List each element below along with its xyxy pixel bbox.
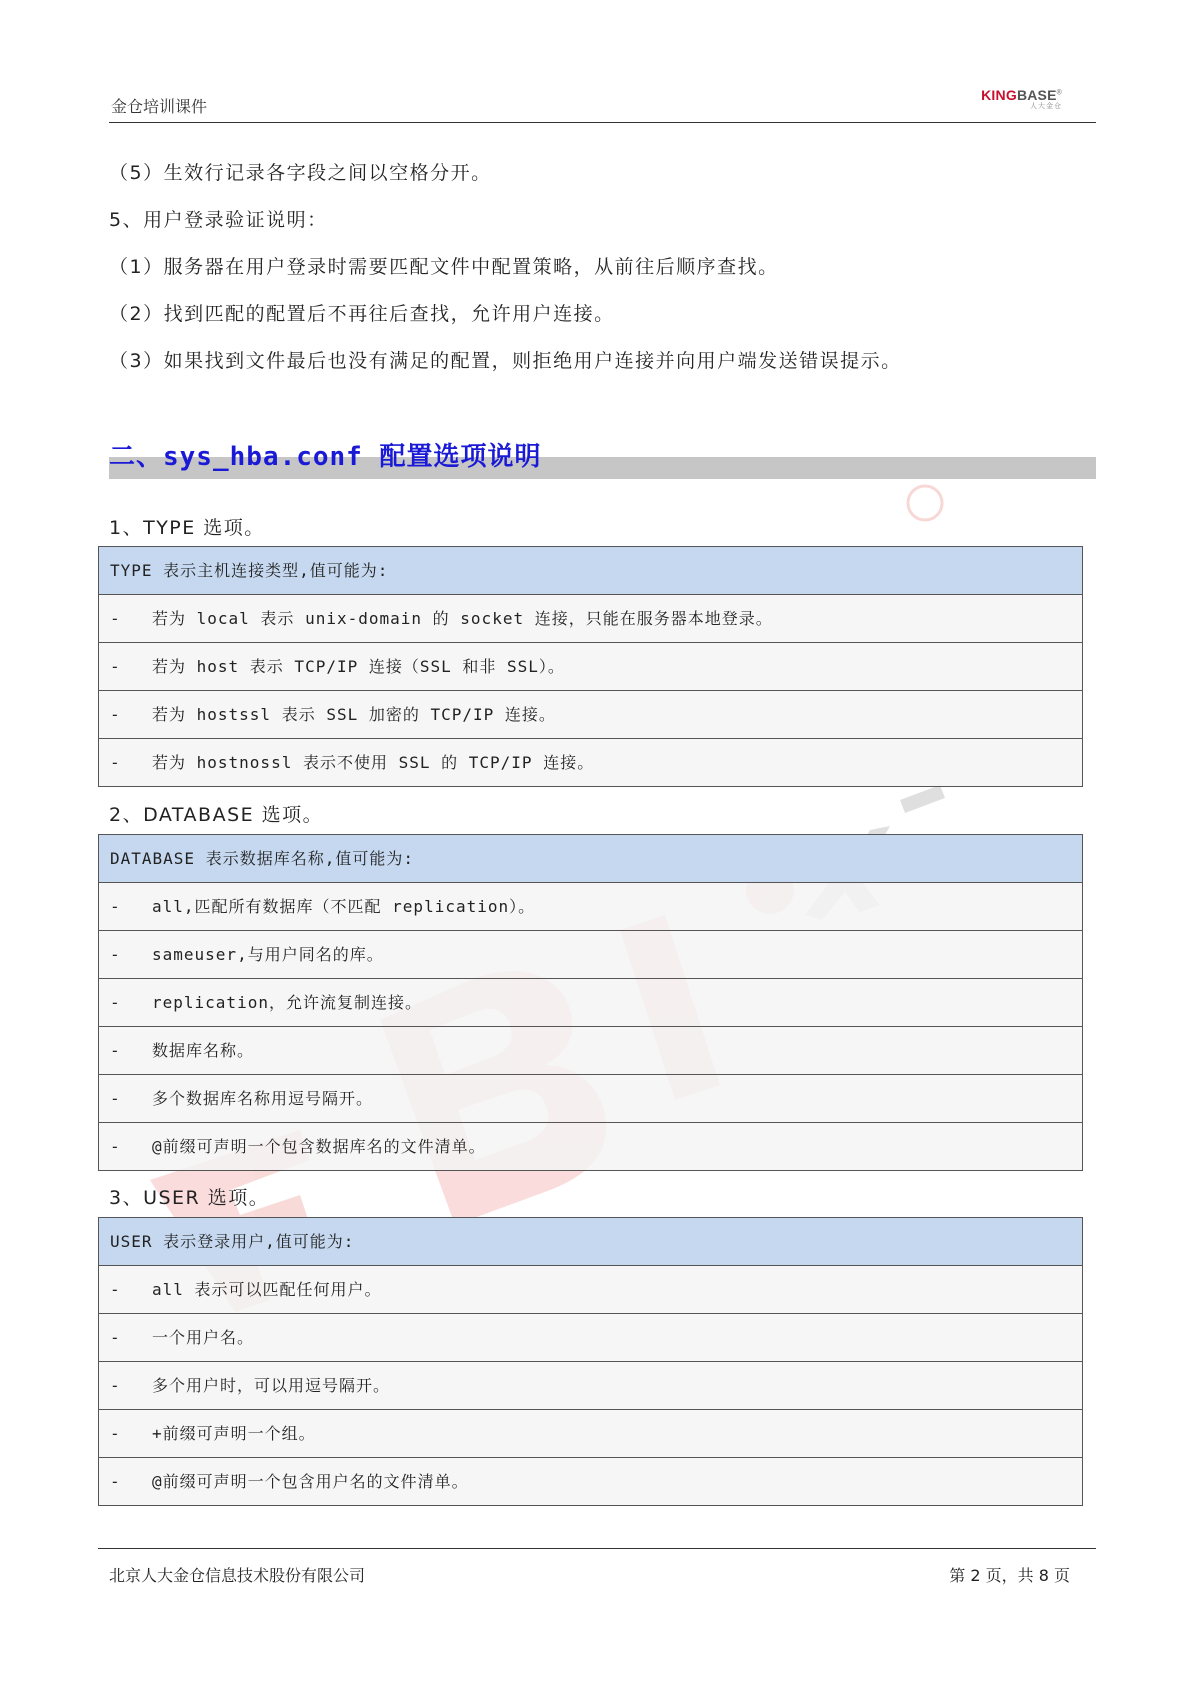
- row-marker: -: [110, 945, 121, 964]
- table-row: [99, 643, 1082, 691]
- row-marker: -: [110, 897, 121, 916]
- row-marker: -: [110, 1376, 121, 1395]
- row-text: +前缀可声明一个组。: [152, 1424, 316, 1443]
- row-text: all,匹配所有数据库（不匹配 replication）。: [152, 897, 536, 916]
- table-row: [99, 1027, 1082, 1075]
- row-marker: -: [110, 1137, 121, 1156]
- row-text: 若为 hostnossl 表示不使用 SSL 的 TCP/IP 连接。: [152, 753, 595, 772]
- table-row: [99, 595, 1082, 643]
- row-marker: -: [110, 1328, 121, 1347]
- table-row: [99, 1123, 1082, 1170]
- row-text: 多个用户时，可以用逗号隔开。: [152, 1376, 391, 1395]
- row-text: 数据库名称。: [152, 1041, 255, 1060]
- table-row: [99, 1410, 1082, 1458]
- intro-line-2: 5、用户登录验证说明：: [109, 209, 328, 231]
- table-row: [99, 739, 1082, 786]
- intro-line-5: （3）如果找到文件最后也没有满足的配置，则拒绝用户连接并向用户端发送错误提示。: [109, 350, 902, 372]
- row-marker: -: [110, 657, 121, 676]
- row-marker: -: [110, 1280, 121, 1299]
- header-title: 金仓培训课件: [111, 97, 208, 116]
- user-heading: 3、USER 选项。: [109, 1187, 270, 1209]
- row-text: @前缀可声明一个包含数据库名的文件清单。: [152, 1137, 486, 1156]
- section-title: 二、sys_hba.conf 配置选项说明: [109, 442, 542, 472]
- logo-king: KING: [981, 87, 1017, 103]
- table-row: [99, 979, 1082, 1027]
- row-text: 一个用户名。: [152, 1328, 255, 1347]
- type-options-table: [98, 546, 1083, 787]
- logo-registered-mark: ®: [1056, 89, 1062, 97]
- row-marker: -: [110, 753, 121, 772]
- table-row: [99, 1458, 1082, 1505]
- table-row: [99, 883, 1082, 931]
- logo-subtitle: 人大金仓: [1030, 102, 1062, 110]
- intro-line-1: （5）生效行记录各字段之间以空格分开。: [109, 162, 492, 184]
- row-text: sameuser,与用户同名的库。: [152, 945, 384, 964]
- kingbase-logo: [981, 88, 1062, 110]
- row-marker: -: [110, 705, 121, 724]
- database-table-header: DATABASE 表示数据库名称,值可能为:: [99, 835, 1082, 883]
- table-row: [99, 1075, 1082, 1123]
- type-heading: 1、TYPE 选项。: [109, 517, 265, 539]
- user-table-header: USER 表示登录用户,值可能为:: [99, 1218, 1082, 1266]
- table-row: [99, 691, 1082, 739]
- row-marker: -: [110, 609, 121, 628]
- row-text: @前缀可声明一个包含用户名的文件清单。: [152, 1472, 469, 1491]
- database-heading: 2、DATABASE 选项。: [109, 804, 324, 826]
- intro-line-3: （1）服务器在用户登录时需要匹配文件中配置策略，从前往后顺序查找。: [109, 256, 779, 278]
- row-text: 若为 host 表示 TCP/IP 连接（SSL 和非 SSL）。: [152, 657, 565, 676]
- type-table-header: TYPE 表示主机连接类型,值可能为:: [99, 547, 1082, 595]
- table-row: [99, 931, 1082, 979]
- footer-company: 北京人大金仓信息技术股份有限公司: [109, 1566, 366, 1585]
- row-text: replication，允许流复制连接。: [152, 993, 422, 1012]
- row-text: 若为 local 表示 unix-domain 的 socket 连接，只能在服务器本地登录。: [152, 609, 773, 628]
- row-marker: -: [110, 1041, 121, 1060]
- table-row: [99, 1266, 1082, 1314]
- user-options-table: [98, 1217, 1083, 1506]
- row-marker: -: [110, 1424, 121, 1443]
- database-options-table: [98, 834, 1083, 1171]
- intro-line-4: （2）找到匹配的配置后不再往后查找，允许用户连接。: [109, 303, 615, 325]
- row-marker: -: [110, 993, 121, 1012]
- row-marker: -: [110, 1089, 121, 1108]
- table-row: [99, 1314, 1082, 1362]
- row-marker: -: [110, 1472, 121, 1491]
- page-footer: [98, 1548, 1096, 1585]
- page-header: [109, 86, 1096, 123]
- row-text: all 表示可以匹配任何用户。: [152, 1280, 382, 1299]
- logo-wordmark: [981, 88, 1062, 102]
- row-text: 若为 hostssl 表示 SSL 加密的 TCP/IP 连接。: [152, 705, 556, 724]
- row-text: 多个数据库名称用逗号隔开。: [152, 1089, 374, 1108]
- table-row: [99, 1362, 1082, 1410]
- logo-base: BASE: [1016, 87, 1057, 103]
- footer-page-info: 第 2 页，共 8 页: [949, 1566, 1070, 1585]
